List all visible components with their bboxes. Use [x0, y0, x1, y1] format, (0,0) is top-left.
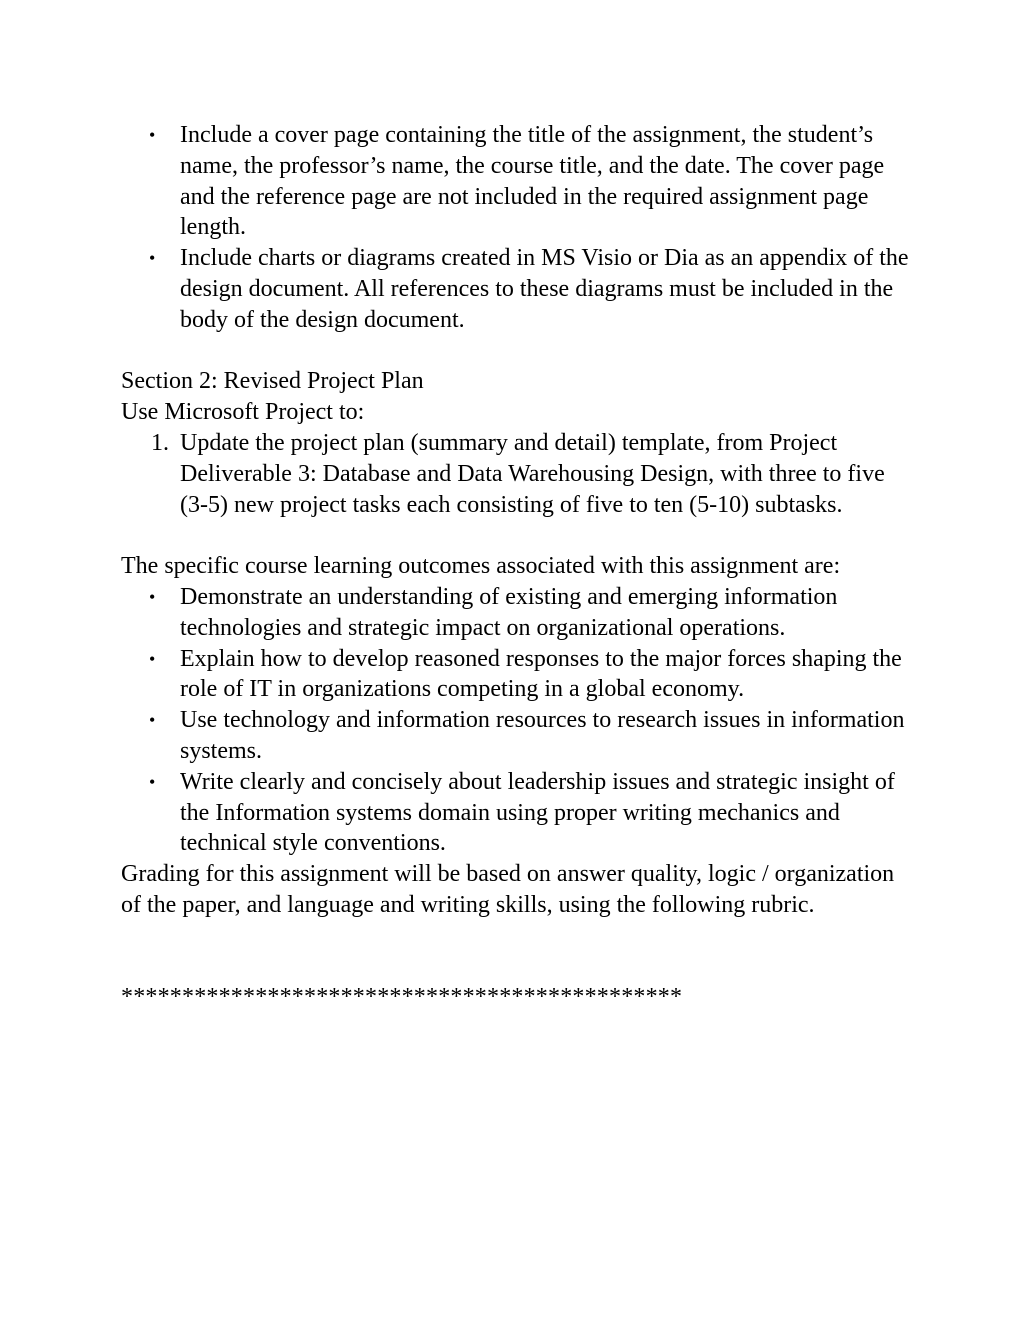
list-item-text: Update the project plan (summary and detail) template, from Project Deliverable 3: Database and Data Warehousing Design, with three to five (3-5) new project tasks each consisting of five to ten (5-10) subtasks. — [180, 429, 885, 518]
separator-line: ********************************************** — [121, 984, 683, 1011]
list-item: • Include charts or diagrams created in MS Visio or Dia as an appendix of the design document. All references to these diagrams must be included in the body of the design document. — [121, 243, 911, 335]
list-item: • Include a cover page containing the title of the assignment, the student’s name, the professor’s name, the course title, and the date. The cover page and the reference page are not included in the required assignment page length. — [121, 120, 911, 243]
intro-bullet-list — [121, 120, 911, 336]
section-intro: Use Microsoft Project to: — [121, 399, 365, 426]
section-heading: Section 2: Revised Project Plan — [121, 368, 424, 395]
list-item: • Explain how to develop reasoned responses to the major forces shaping the role of IT in organizations competing in a global economy. — [121, 644, 911, 706]
list-item: • Use technology and information resources to research issues in information systems. — [121, 705, 911, 767]
list-number: 1. — [151, 429, 169, 456]
spacer — [121, 520, 911, 551]
grading-paragraph: Grading for this assignment will be based on answer quality, logic / organization of the paper, and language and writing skills, using the following rubric. — [121, 861, 895, 918]
outcomes-bullet-list — [121, 582, 911, 859]
numbered-list — [121, 428, 911, 520]
spacer — [121, 336, 911, 367]
outcomes-intro: The specific course learning outcomes associated with this assignment are: — [121, 553, 841, 580]
list-item: • Demonstrate an understanding of existing and emerging information technologies and strategic impact on organizational operations. — [121, 582, 911, 644]
list-item: • Write clearly and concisely about leadership issues and strategic insight of the Information systems domain using proper writing mechanics and technical style conventions. — [121, 767, 911, 859]
spacer — [121, 921, 911, 983]
document-page — [121, 120, 911, 1013]
list-item — [121, 428, 911, 520]
